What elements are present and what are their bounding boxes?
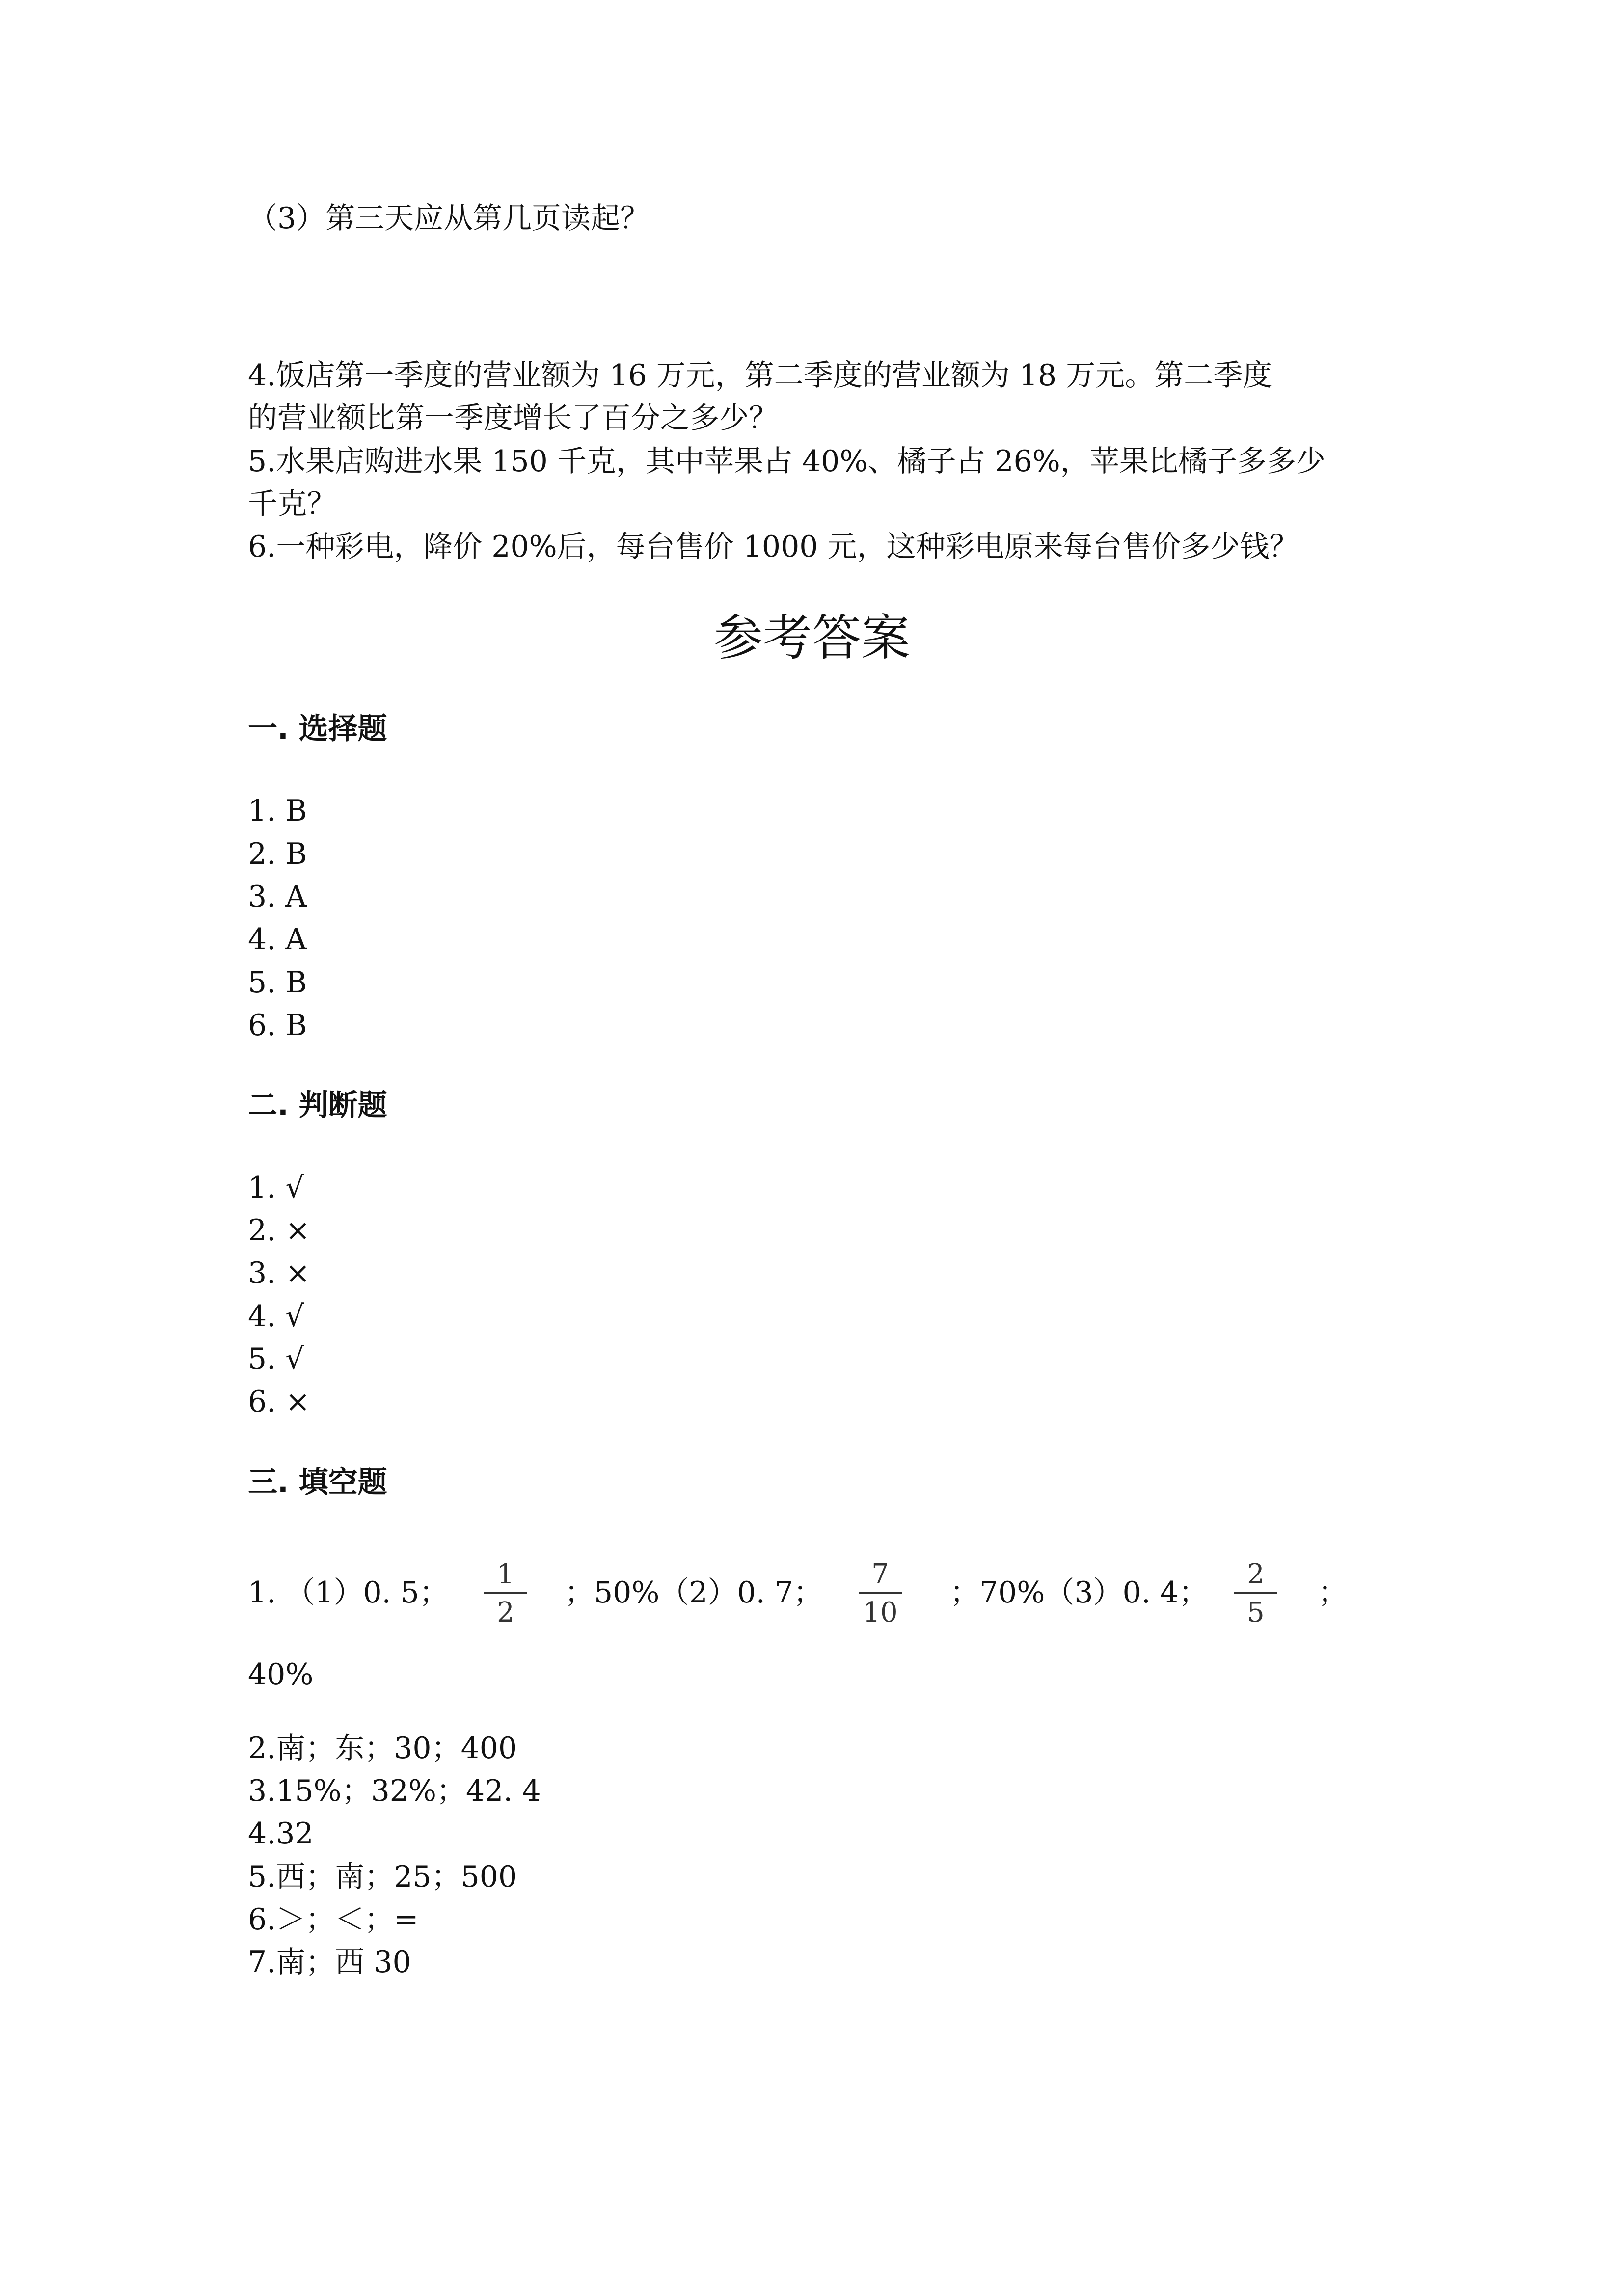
answer-fill-7: 7.南；西 30 bbox=[248, 1945, 411, 1979]
question-3-sub-3: （3）第三天应从第几页读起？ bbox=[248, 201, 650, 236]
section-heading-fill-blank: 三. 填空题 bbox=[248, 1465, 387, 1499]
section-heading-choice: 一. 选择题 bbox=[248, 712, 387, 746]
answer-fill-6: 6.＞；＜；= bbox=[248, 1902, 419, 1937]
question-6-line-1: 6.一种彩电，降价 20%后，每台售价 1000 元，这种彩电原来每台售价多少钱？ bbox=[248, 530, 1299, 564]
answer-choice-1: 1. B bbox=[248, 794, 307, 828]
fraction-denominator: 10 bbox=[863, 1597, 898, 1629]
answer-fill-1-part-3: ；70%（3）0. 4； bbox=[950, 1575, 1209, 1610]
answer-judgement-3: 3. × bbox=[248, 1256, 310, 1290]
question-5-line-2: 千克？ bbox=[248, 487, 336, 521]
answer-choice-5: 5. B bbox=[248, 965, 307, 1000]
question-4-line-1: 4.饭店第一季度的营业额为 16 万元，第二季度的营业额为 18 万元。第二季度 bbox=[248, 358, 1272, 393]
answer-fill-1-continuation: 40% bbox=[248, 1657, 314, 1692]
fraction-bar bbox=[1234, 1592, 1277, 1594]
fraction-denominator: 2 bbox=[497, 1597, 514, 1629]
fraction-bar bbox=[484, 1592, 527, 1594]
answer-choice-2: 2. B bbox=[248, 837, 307, 871]
fraction-one-half bbox=[476, 1558, 535, 1629]
answer-judgement-4: 4. √ bbox=[248, 1299, 304, 1334]
fraction-numerator: 1 bbox=[497, 1558, 514, 1590]
answer-choice-4: 4. A bbox=[248, 922, 307, 957]
fraction-two-fifths bbox=[1226, 1558, 1285, 1629]
answer-judgement-1: 1. √ bbox=[248, 1171, 304, 1205]
answer-fill-2: 2.南；东；30；400 bbox=[248, 1731, 517, 1765]
answer-choice-6: 6. B bbox=[248, 1008, 307, 1042]
fraction-bar bbox=[859, 1592, 902, 1594]
answer-fill-1-part-1: 1. （1）0. 5； bbox=[248, 1575, 449, 1610]
answer-judgement-5: 5. √ bbox=[248, 1342, 304, 1376]
question-5-line-1: 5.水果店购进水果 150 千克，其中苹果占 40%、橘子占 26%，苹果比橘子多多少 bbox=[248, 444, 1326, 479]
fraction-numerator: 2 bbox=[1247, 1558, 1265, 1590]
fraction-seven-tenths bbox=[851, 1558, 910, 1629]
answer-fill-1-part-4: ； bbox=[1318, 1575, 1348, 1610]
answer-fill-1-part-2: ；50%（2）0. 7； bbox=[565, 1575, 823, 1610]
question-4-line-2: 的营业额比第一季度增长了百分之多少？ bbox=[248, 401, 778, 435]
answer-fill-5: 5.西；南；25；500 bbox=[248, 1860, 517, 1894]
answer-fill-3: 3.15%；32%；42. 4 bbox=[248, 1774, 541, 1808]
fraction-denominator: 5 bbox=[1247, 1597, 1265, 1629]
section-heading-judgement: 二. 判断题 bbox=[248, 1088, 387, 1122]
answers-title: 参考答案 bbox=[714, 609, 910, 667]
answer-judgement-2: 2. × bbox=[248, 1213, 310, 1248]
answer-fill-4: 4.32 bbox=[248, 1816, 314, 1851]
answer-choice-3: 3. A bbox=[248, 880, 307, 914]
fraction-numerator: 7 bbox=[871, 1558, 889, 1590]
answer-judgement-6: 6. × bbox=[248, 1385, 310, 1419]
